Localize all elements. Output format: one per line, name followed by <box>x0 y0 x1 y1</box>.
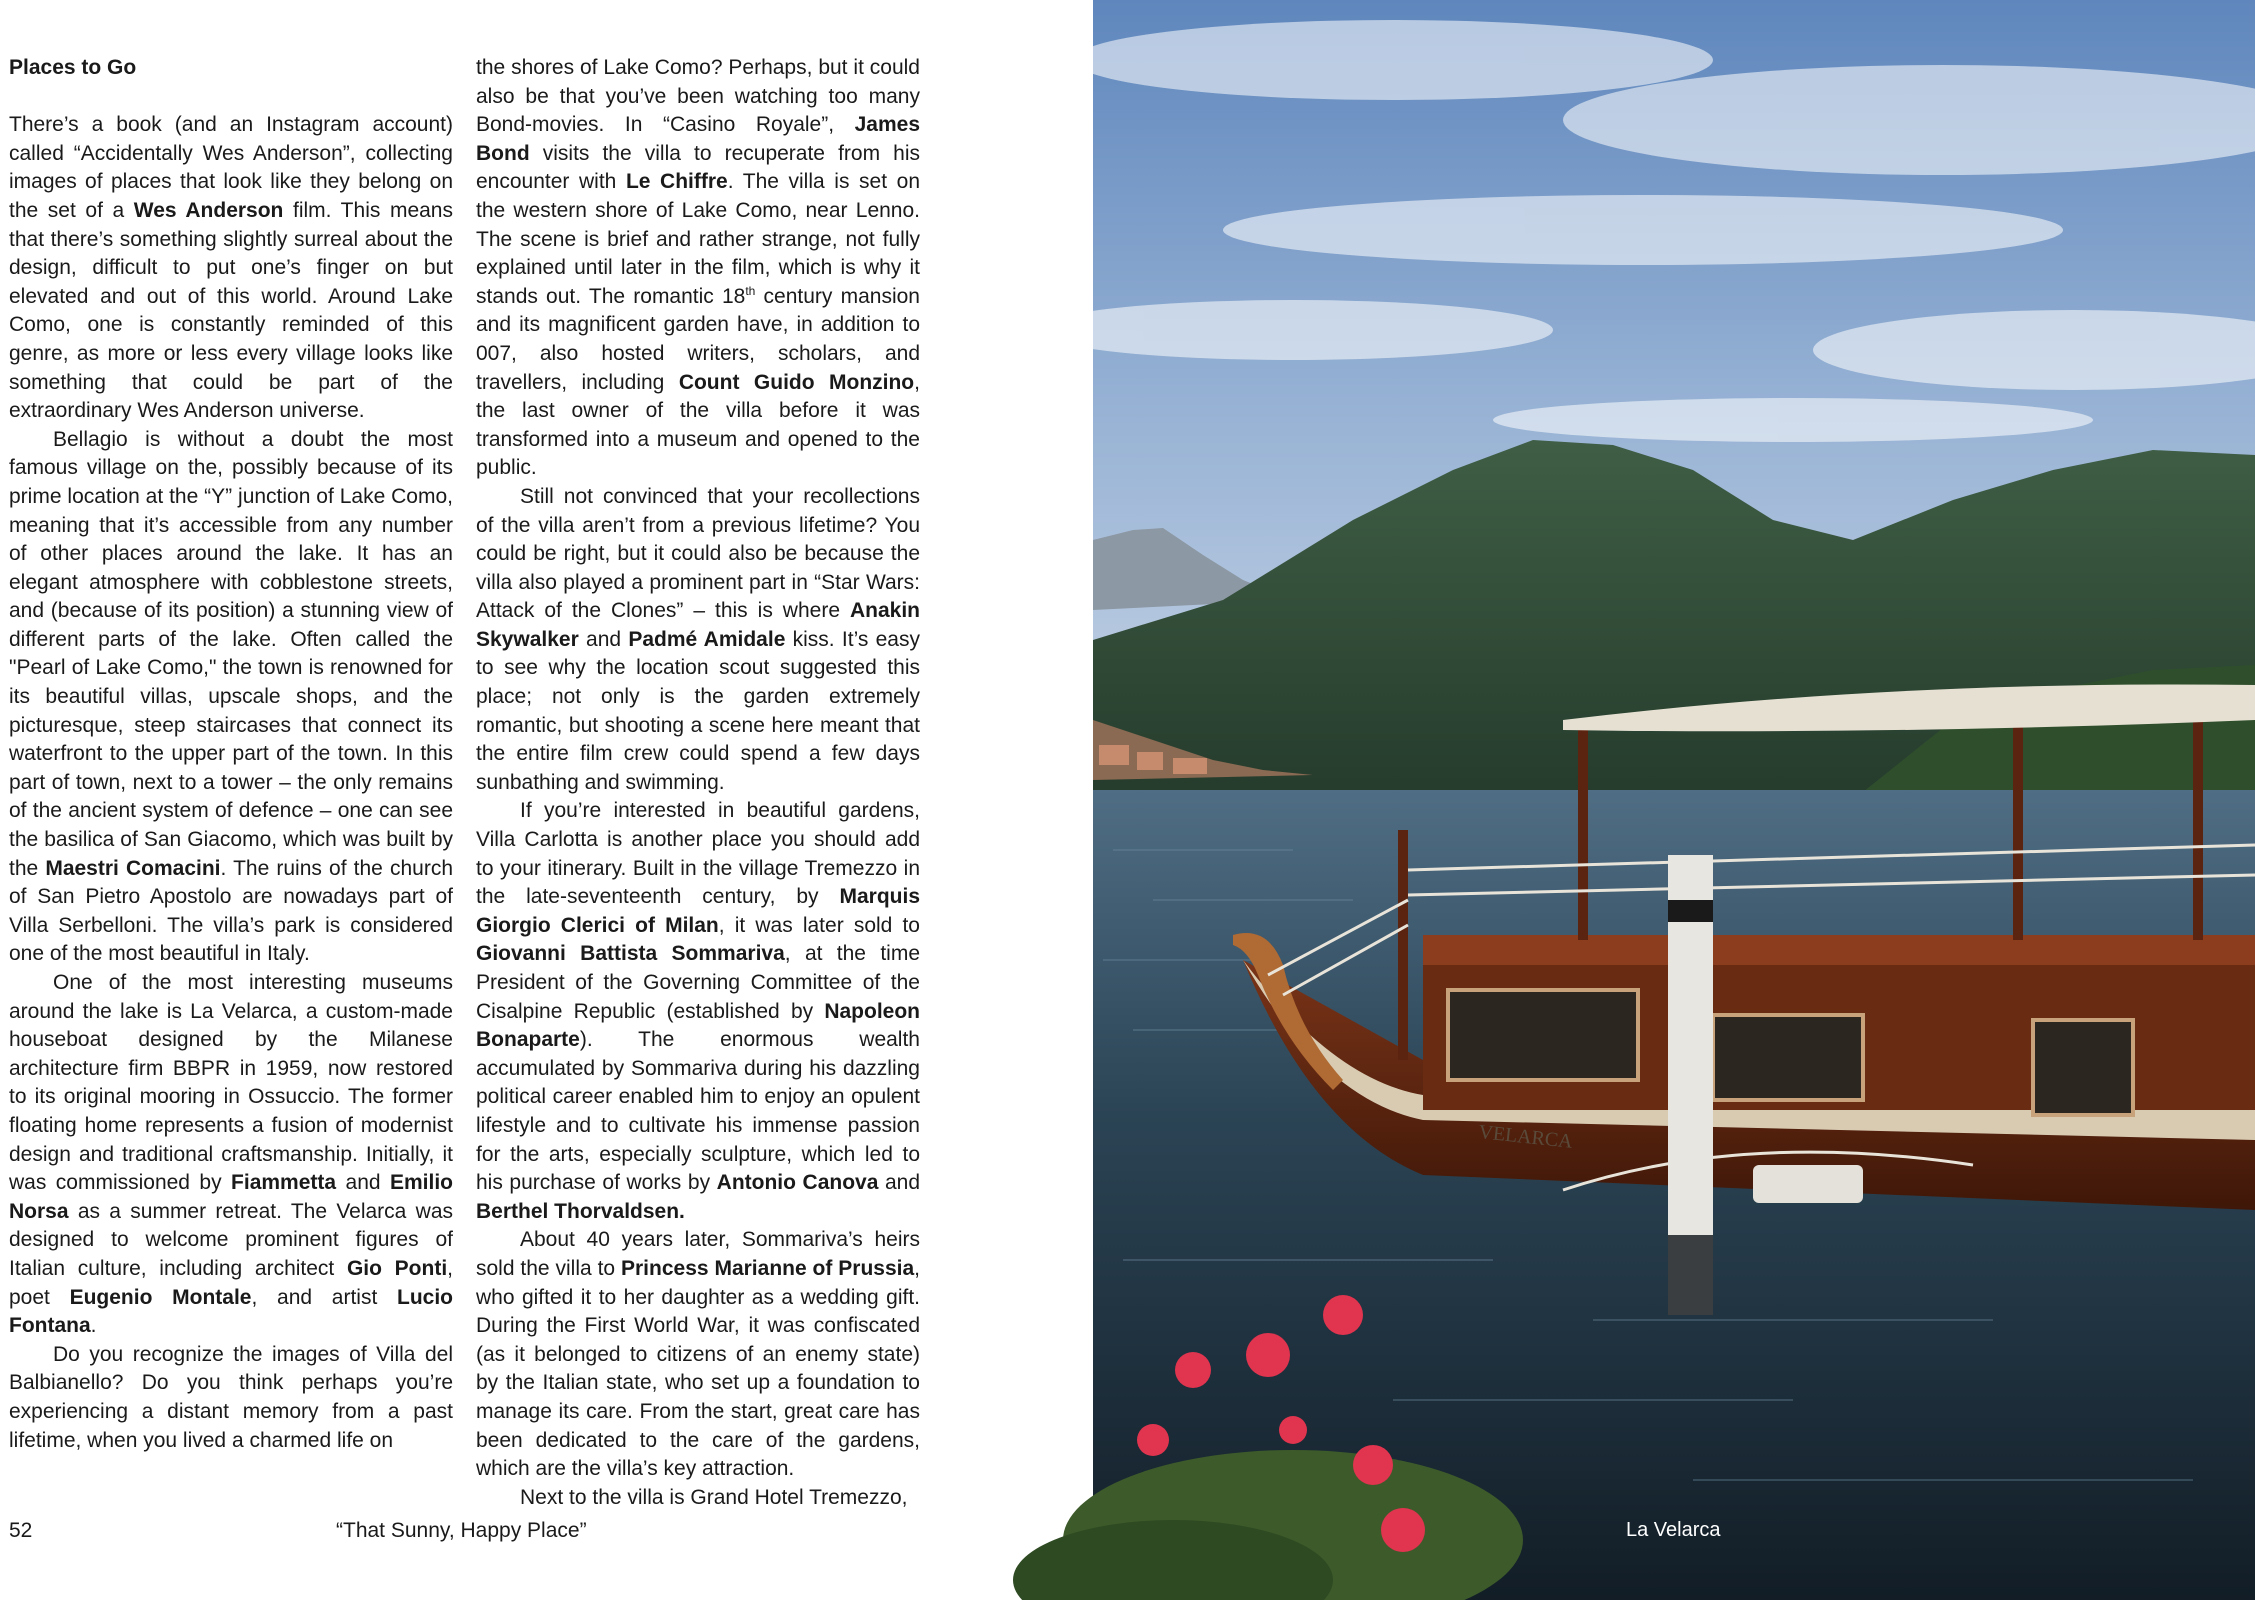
paragraph: the shores of Lake Como? Perhaps, but it could also be that you’ve been watching too many Bond-movies. In “Casino Royale”, James Bond visits the villa to recuperate from his encounter with Le Chiffre. The villa is set on the western shore of Lake Como, near Lenno. The scene is brief and rather strange, not fully explained until later in the film, which is why it stands out. The romantic 18th century mansion and its magnificent garden have, in addition to 007, also hosted writers, scholars, and travellers, including Count Guido Monzino, the last owner of the villa before it was transformed into a museum and opened to the public. <box>476 56 920 480</box>
paragraph: One of the most interesting museums around the lake is La Velarca, a custom-made houseboat designed by the Milanese architecture firm BBPR in 1959, now restored to its original mooring in Ossuccio. The former floating home represents a fusion of modernist design and traditional craftsmanship. Initially, it was commissioned by Fiammetta and Emilio Norsa as a summer retreat. The Velarca was designed to welcome prominent figures of Italian culture, including architect Gio Ponti, poet Eugenio Montale, and artist Lucio Fontana. <box>9 971 454 1338</box>
boat-name: VELARCA <box>1477 1121 1574 1153</box>
mooring-post <box>1668 855 1713 1315</box>
paragraph: Bellagio is without a doubt the most famous village on the, possibly because of its prime location at the “Y” junction of Lake Como, meaning that it’s accessible from any number of other places around the lake. It has an elegant atmosphere with cobblestone streets, and (because of its position) a stunning view of different parts of the lake. Often called the "Pearl of Lake Como," the town is renowned for its beautiful villas, upscale shops, and the picturesque, steep staircases that connect its waterfront to the upper part of the town. In this part of town, next to a tower – the only remains of the ancient system of defence – one can see the basilica of San Giacomo, which was built by the Maestri Comacini. The ruins of the church of San Pietro Apostolo are nowadays part of Villa Serbelloni. The villa’s park is considered one of the most beautiful in Italy. <box>9 427 453 966</box>
running-title: “That Sunny, Happy Place” <box>336 1519 587 1542</box>
text-column-2 <box>476 54 921 1509</box>
paragraph: Next to the villa is Grand Hotel Tremezzo, <box>520 1485 908 1509</box>
paragraph: There’s a book (and an Instagram account) called “Accidentally Wes Anderson”, collecting images of places that look like they belong on the set of a Wes Anderson film. This means that there’s something slightly surreal about the design, difficult to put one’s finger on but elevated and out of this world. Around Lake Como, one is constantly reminded of this genre, as more or less every village looks like something that could be part of the extraordinary Wes Anderson universe. <box>9 113 453 423</box>
photo-caption: La Velarca <box>1626 1519 1721 1541</box>
paragraph: Still not convinced that your recollections of the villa aren’t from a previous lifetime? You could be right, but it could also be because the villa also played a prominent part in “Star Wars: Attack of the Clones” – this is where Anakin Skywalker and Padmé Amidale kiss. It’s easy to see why the location scout suggested this place; not only is the garden extremely romantic, but shooting a scene here meant that the entire film crew could spend a few days sunbathing and swimming. <box>476 484 920 794</box>
paragraph: Do you recognize the images of Villa del Balbianello? Do you think perhaps you’re experiencing a distant memory from a past lifetime, when you lived a charmed life on <box>9 1342 453 1452</box>
lake-photo <box>1093 0 2255 1600</box>
page-number: 52 <box>9 1519 33 1542</box>
text-column-1 <box>9 54 453 1484</box>
left-page <box>0 0 1093 1600</box>
paragraph: About 40 years later, Sommariva’s heirs sold the villa to Princess Marianne of Prussia, who gifted it to her daughter as a wedding gift. During the First World War, it was confiscated (as it belonged to citizens of an enemy state) by the Italian state, who set up a foundation to manage its care. From the start, great care has been dedicated to the care of the gardens, which are the villa’s key attraction. <box>476 1228 920 1481</box>
paragraph: If you’re interested in beautiful gardens, Villa Carlotta is another place you should add to your itinerary. Built in the village Tremezzo in the late-seventeenth century, by Marquis Giorgio Clerici of Milan, it was later sold to Giovanni Battista Sommariva, at the time President of the Governing Committee of the Cisalpine Republic (established by Napoleon Bonaparte). The enormous wealth accumulated by Sommariva during his dazzling political career enabled him to enjoy an opulent lifestyle and to cultivate his immense passion for the arts, especially sculpture, which led to his purchase of works by Antonio Canova and Berthel Thorvaldsen. <box>476 799 921 1223</box>
section-heading: Places to Go <box>9 56 137 79</box>
